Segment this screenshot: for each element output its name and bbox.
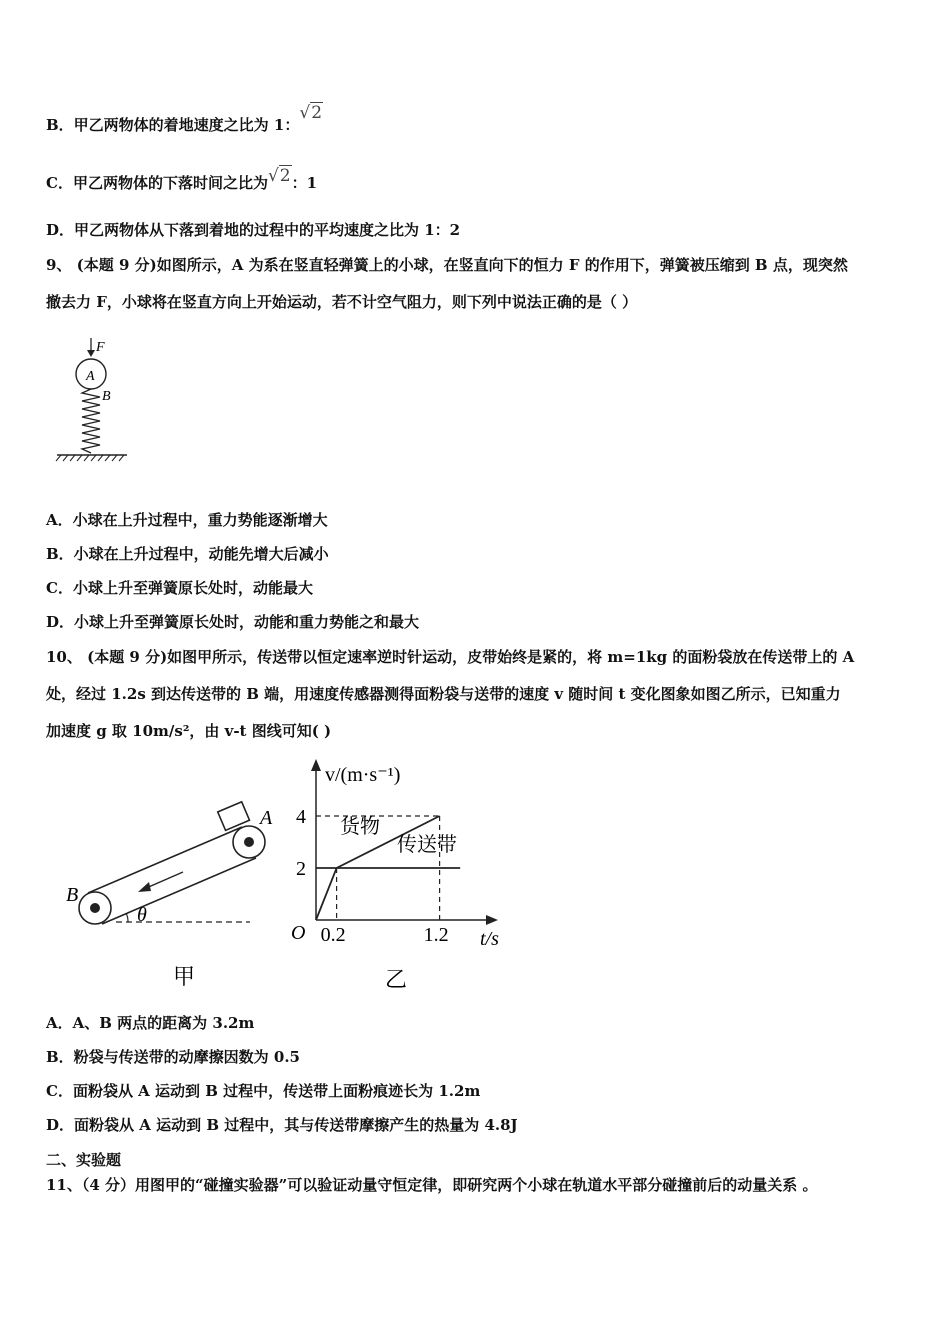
q10-stem-line3: 加速度 g 取 10m/s²，由 v-t 图线可知( ) — [46, 722, 332, 740]
x-axis-arrow — [486, 915, 498, 925]
ball-label: A — [86, 369, 95, 384]
vt-graph — [285, 755, 525, 995]
q8-option-b-text: B．甲乙两物体的着地速度之比为 1： — [46, 116, 300, 134]
pulley-b-axle — [90, 903, 100, 913]
point-a-label: A — [260, 807, 273, 829]
belt-bottom — [102, 858, 256, 924]
theta-label: θ — [137, 904, 147, 926]
sqrt-radicand: 2 — [311, 103, 323, 123]
point-b-label: B — [66, 884, 79, 906]
x-tick-label: 1.2 — [423, 924, 449, 946]
sqrt-symbol: √2 — [267, 166, 291, 186]
figure-yi-caption: 乙 — [385, 967, 408, 992]
origin-label: O — [291, 922, 306, 944]
q8-option-d: D．甲乙两物体从下落到着地的过程中的平均速度之比为 1：2 — [46, 221, 461, 239]
y-axis-label: v/(m·s⁻¹) — [325, 764, 401, 786]
q9-option-c: C．小球上升至弹簧原长处时，动能最大 — [46, 579, 313, 597]
q10-option-d: D．面粉袋从 A 运动到 B 过程中，其与传送带摩擦产生的热量为 4.8J — [46, 1116, 518, 1134]
spring — [82, 389, 100, 453]
q8-option-c — [46, 166, 318, 193]
section-heading: 二、实验题 — [46, 1151, 122, 1169]
series-label-belt: 传送带 — [397, 834, 457, 856]
q10-option-c: C．面粉袋从 A 运动到 B 过程中，传送带上面粉痕迹长为 1.2m — [46, 1082, 481, 1100]
q8-option-c-text: C．甲乙两物体的下落时间之比为 — [46, 174, 268, 192]
q9-stem-line1: 9、 (本题 9 分)如图所示，A 为系在竖直轻弹簧上的小球，在竖直向下的恒力 F 的作用下，弹簧被压缩到 B 点，现突然 — [46, 256, 848, 274]
q9-option-b: B．小球在上升过程中，动能先增大后减小 — [46, 545, 329, 563]
point-b-label: B — [102, 389, 111, 404]
series-label-cargo: 货物 — [340, 816, 380, 838]
q9-stem-line2: 撤去力 F，小球将在竖直方向上开始运动，若不计空气阻力，则下列中说法正确的是（ ） — [46, 293, 638, 311]
x-axis-label: t/s — [480, 928, 499, 950]
q10-stem-line2: 处，经过 1.2s 到达传送带的 B 端，用速度传感器测得面粉袋与送带的速度 v 随时间 t 变化图象如图乙所示，已知重力 — [46, 685, 841, 703]
motion-arrow-head — [138, 882, 151, 892]
spring-ball-figure — [52, 336, 132, 464]
q10-stem-line1: 10、 (本题 9 分)如图甲所示，传送带以恒定速率逆时针运动，皮带始终是紧的，将 m=1kg 的面粉袋放在传送带上的 A — [46, 648, 855, 666]
y-tick-label: 2 — [296, 858, 306, 880]
conveyor-belt-figure — [58, 790, 273, 1000]
q9-option-d: D．小球上升至弹簧原长处时，动能和重力势能之和最大 — [46, 613, 420, 631]
sqrt-radicand: 2 — [279, 166, 291, 186]
sqrt-symbol: √2 — [299, 103, 323, 123]
y-axis-arrow — [311, 759, 321, 771]
force-arrow-head — [87, 350, 95, 357]
q11-stem: 11、（4 分）用图甲的“碰撞实验器”可以验证动量守恒定律，即研究两个小球在轨道水平部分碰撞前后的动量关系 。 — [46, 1176, 818, 1194]
q9-option-a: A．小球在上升过程中，重力势能逐渐增大 — [46, 511, 328, 529]
force-label: F — [96, 340, 105, 355]
ground-hatch — [56, 455, 124, 461]
figure-jia-caption: 甲 — [173, 964, 196, 989]
q8-option-b — [46, 103, 323, 135]
angle-arc — [126, 913, 128, 922]
q10-option-b: B．粉袋与传送带的动摩擦因数为 0.5 — [46, 1048, 300, 1066]
q10-option-a: A．A、B 两点的距离为 3.2m — [46, 1014, 255, 1032]
q8-option-c-tail: ：1 — [291, 174, 318, 192]
x-tick-label: 0.2 — [320, 924, 346, 946]
y-tick-label: 4 — [296, 806, 306, 828]
belt-top — [88, 827, 242, 893]
data-series — [316, 816, 460, 920]
pulley-a-axle — [244, 837, 254, 847]
